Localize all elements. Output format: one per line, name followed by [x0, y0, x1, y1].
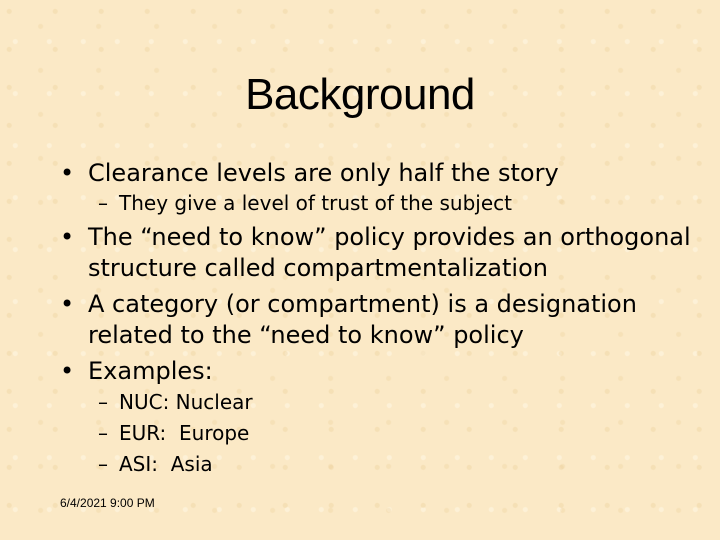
bullet-icon: •	[60, 159, 75, 187]
bullet-item	[60, 289, 710, 351]
bullet-icon: •	[60, 357, 75, 385]
sub-bullet-text: They give a level of trust of the subject	[119, 191, 512, 215]
slide-date-footer: 6/4/2021 9:00 PM	[60, 496, 155, 510]
dash-icon: –	[98, 191, 108, 215]
bullet-item	[60, 222, 710, 284]
bullet-text: Examples:	[88, 357, 213, 385]
slide-title: Background	[245, 70, 475, 119]
sub-bullet-item	[60, 189, 710, 217]
bullet-list	[60, 158, 710, 480]
dash-icon: –	[98, 390, 108, 414]
bullet-item	[60, 356, 710, 387]
dash-icon: –	[98, 421, 108, 445]
sub-bullet-text: EUR: Europe	[119, 421, 250, 445]
sub-bullet-text: ASI: Asia	[119, 452, 213, 476]
sub-bullet-item	[60, 449, 710, 480]
sub-bullet-text: NUC: Nuclear	[119, 390, 253, 414]
bullet-icon: •	[60, 290, 75, 318]
dash-icon: –	[98, 452, 108, 476]
sub-bullet-item	[60, 387, 710, 418]
bullet-text: A category (or compartment) is a designation related to the “need to know” policy	[88, 290, 637, 349]
sub-bullet-item	[60, 418, 710, 449]
bullet-text: The “need to know” policy provides an orthogonal structure called compartmentalization	[88, 223, 691, 282]
bullet-text: Clearance levels are only half the story	[88, 159, 559, 187]
bullet-icon: •	[60, 223, 75, 251]
bullet-item	[60, 158, 710, 189]
